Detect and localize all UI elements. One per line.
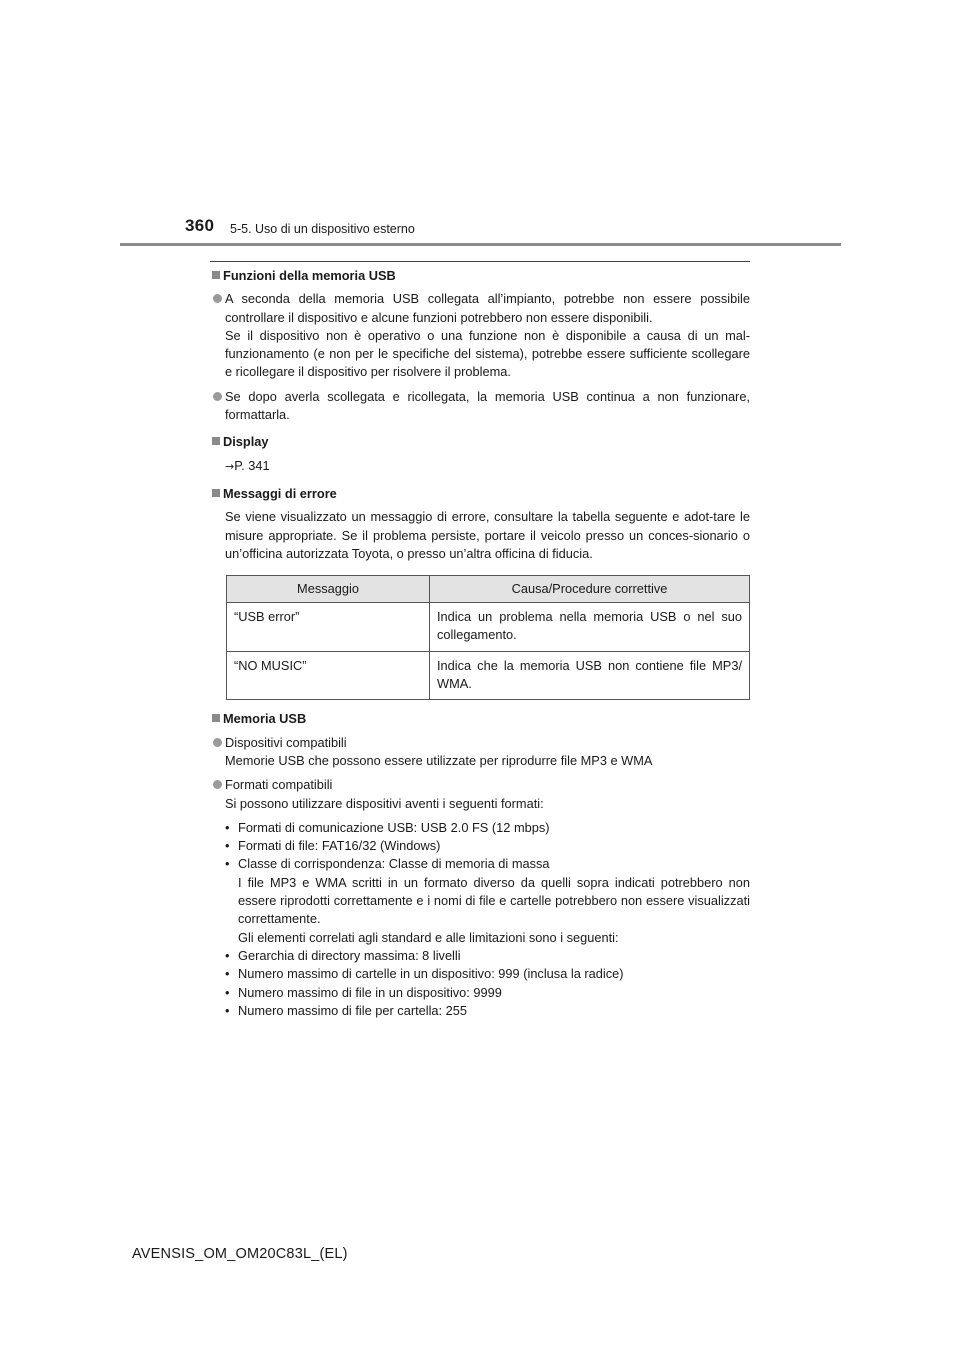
list-item: • Gerarchia di directory massima: 8 livelli	[225, 947, 750, 965]
section-heading-usb-memory: Memoria USB	[212, 710, 750, 728]
table-cell-message: “USB error”	[227, 603, 430, 652]
list-item: • Formati di file: FAT16/32 (Windows)	[225, 837, 750, 855]
error-messages-table	[226, 575, 750, 700]
table-cell-message: “NO MUSIC”	[227, 651, 430, 700]
table-cell-cause: Indica che la memoria USB non contiene file MP3/ WMA.	[430, 651, 750, 700]
page-content	[212, 267, 750, 1020]
chapter-title: 5-5. Uso di un dispositivo esterno	[230, 222, 415, 236]
list-item: • Formati di comunicazione USB: USB 2.0 FS (12 mbps)	[225, 819, 750, 837]
circle-bullet-icon	[213, 294, 222, 303]
square-bullet-icon	[212, 437, 220, 445]
footer-code: AVENSIS_OM_OM20C83L_(EL)	[132, 1246, 348, 1262]
list-item: Se dopo averla scollegata e ricollegata, la memoria USB continua a non funzionare, formattarla.	[212, 388, 750, 425]
circle-bullet-icon	[213, 392, 222, 401]
table-header-message: Messaggio	[227, 576, 430, 603]
list-item: Formati compatibili Si possono utilizzare dispositivi aventi i seguenti formati:	[212, 776, 750, 813]
circle-bullet-icon	[213, 738, 222, 747]
arrow-right-icon: →	[225, 459, 235, 473]
section-heading-errors: Messaggi di errore	[212, 485, 750, 503]
page-reference: →P. 341	[225, 457, 270, 473]
formats-list	[212, 819, 750, 1020]
list-item: Dispositivi compatibili Memorie USB che possono essere utilizzate per riprodurre file MP3 e WMA	[212, 734, 750, 771]
table-header-cause: Causa/Procedure correttive	[430, 576, 750, 603]
list-item: • Numero massimo di cartelle in un dispositivo: 999 (inclusa la radice)	[225, 965, 750, 983]
page-number: 360	[185, 216, 215, 235]
list-item: • Numero massimo di file per cartella: 255	[225, 1002, 750, 1020]
content-rule	[210, 261, 750, 262]
square-bullet-icon	[212, 714, 220, 722]
square-bullet-icon	[212, 271, 220, 279]
errors-intro: Se viene visualizzato un messaggio di errore, consultare la tabella seguente e adot-tare le misure appropriate. Se il problema persiste, portare il veicolo presso un conces-sionario o un’officina autorizzata Toyota, o presso un’altra officina di fiducia.	[225, 509, 750, 561]
table-row	[227, 603, 750, 652]
table-row	[227, 651, 750, 700]
header-rule	[120, 243, 841, 246]
square-bullet-icon	[212, 489, 220, 497]
section-heading-display: Display	[212, 433, 750, 451]
section-heading-usb-functions: Funzioni della memoria USB	[212, 267, 750, 285]
list-item: • Classe di corrispondenza: Classe di memoria di massa I file MP3 e WMA scritti in un formato diverso da quelli sopra indicati potrebbero non essere riprodotti correttamente e i nomi di file e cartelle potrebbero non essere visualizzati correttamente. Gli elementi correlati agli standard e alle limitazioni sono i seguenti:	[225, 855, 750, 946]
circle-bullet-icon	[213, 780, 222, 789]
list-item: • Numero massimo di file in un dispositivo: 9999	[225, 984, 750, 1002]
table-cell-cause: Indica un problema nella memoria USB o nel suo collegamento.	[430, 603, 750, 652]
list-item: A seconda della memoria USB collegata all’impianto, potrebbe non essere possibile controllare il dispositivo e alcune funzioni potrebbero non essere disponibili. Se il dispositivo non è operativo o una funzione non è disponibile a causa di un mal-funzionamento (e non per le specifiche del sistema), potrebbe essere sufficiente scollegare e ricollegare il dispositivo per risolvere il problema.	[212, 290, 750, 381]
